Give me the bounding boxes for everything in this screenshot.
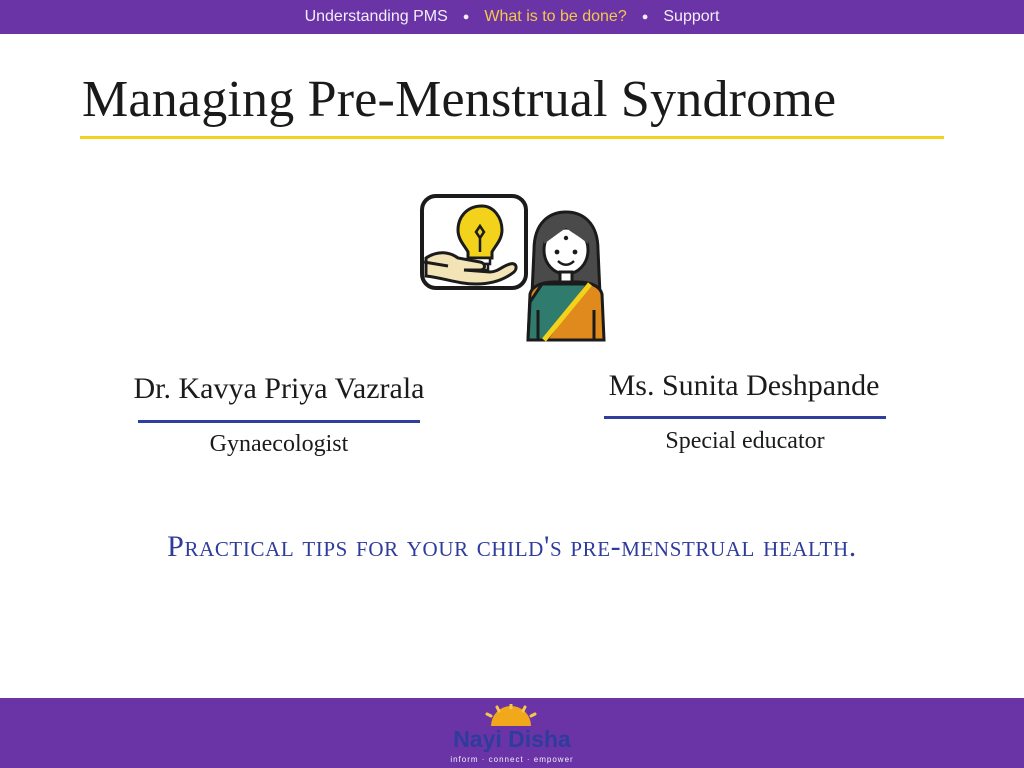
illustration: [418, 192, 608, 344]
speaker-2-role: Special educator: [665, 428, 825, 454]
title-underline: [80, 136, 944, 139]
nayi-disha-logo: [441, 704, 583, 764]
nav-what-is-to-be-done[interactable]: What is to be done?: [484, 8, 627, 25]
speaker-2-name: Ms. Sunita Deshpande: [608, 369, 880, 402]
speaker-1-divider: [138, 420, 420, 423]
nav-separator: ●: [462, 11, 470, 23]
page-title: Managing Pre-Menstrual Syndrome: [82, 71, 837, 128]
footer-bar: [0, 698, 1024, 768]
logo-text: Nayi Disha: [453, 726, 571, 752]
woman-in-saree-icon: [528, 212, 604, 340]
speaker-2-divider: [604, 416, 886, 419]
top-nav-bar: [0, 0, 1024, 34]
nav-separator: ●: [641, 11, 649, 23]
tagline: Practical tips for your child's pre-menstrual health.: [167, 530, 857, 563]
nav-support[interactable]: Support: [663, 8, 720, 25]
speaker-1-role: Gynaecologist: [209, 431, 349, 457]
sun-icon: [487, 704, 535, 726]
nav-understanding-pms[interactable]: Understanding PMS: [304, 8, 448, 25]
logo-tagline: inform · connect · empower: [450, 755, 574, 764]
speaker-1-name: Dr. Kavya Priya Vazrala: [133, 372, 425, 405]
lightbulb-in-hand-icon: [422, 196, 526, 288]
